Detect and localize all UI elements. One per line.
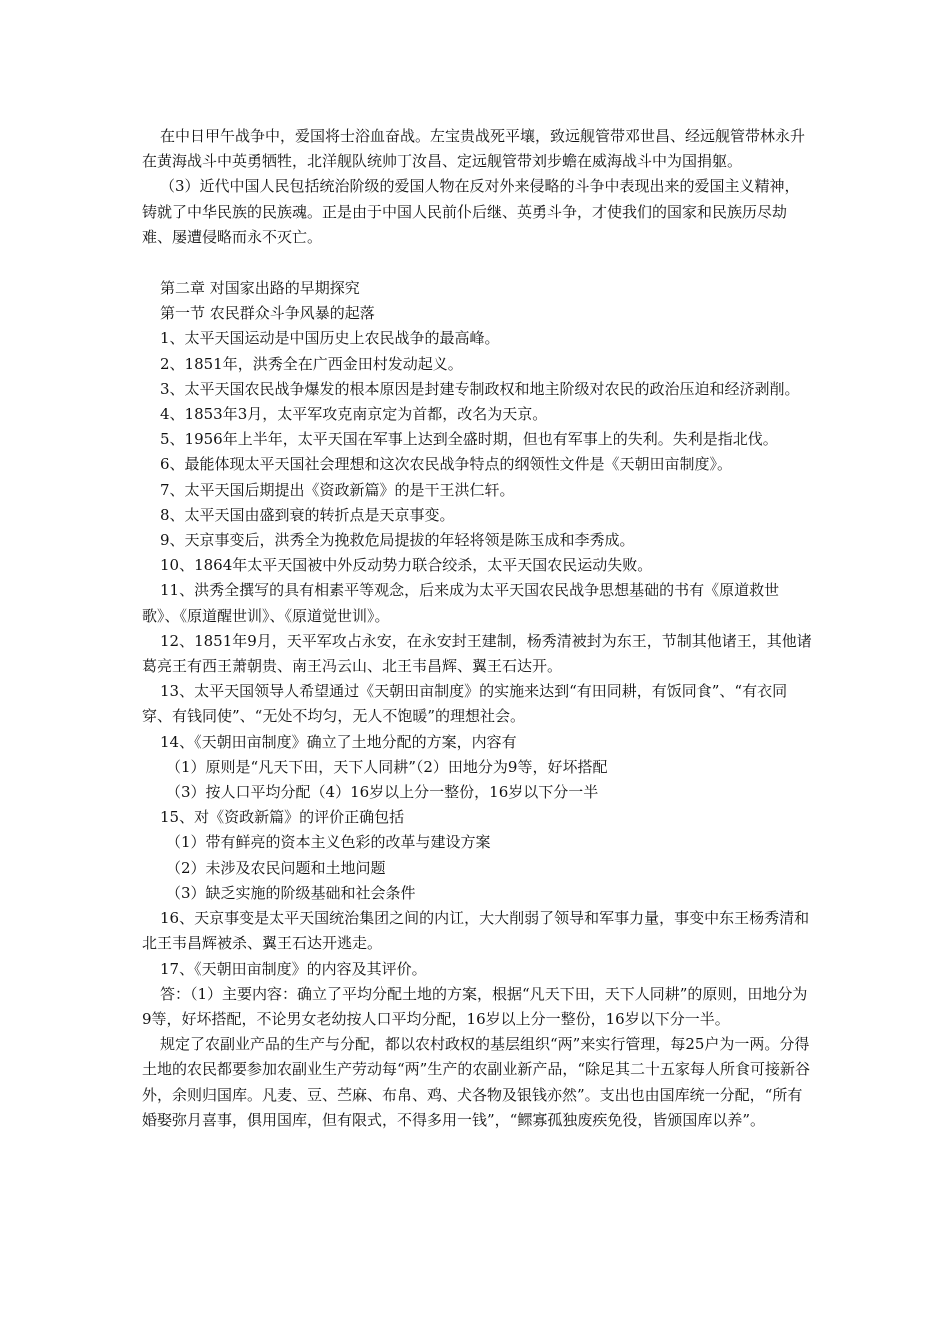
list-item: 15、对《资政新篇》的评价正确包括 — [160, 808, 405, 827]
list-item: 10、1864年太平天国被中外反动势力联合绞杀，太平天国农民运动失败。 — [160, 556, 653, 575]
list-item: 4、1853年3月，太平军攻克南京定为首都，改名为天京。 — [160, 405, 548, 424]
paragraph-patriotism: （3）近代中国人民包括统治阶级的爱国人物在反对外来侵略的斗争中表现出来的爱国主义精神，铸就了中华民族的民族魂。正是由于中国人民前仆后继、英勇斗争，才使我们的国家和民族历尽劫难、屡遭侵略而永不灭亡。 — [142, 177, 800, 246]
list-item: 17、《天朝田亩制度》的内容及其评价。 — [160, 959, 427, 978]
document-page — [142, 124, 814, 1133]
answer-paragraph: 规定了农副业产品的生产与分配，都以农村政权的基层组织“两”来实行管理，每25户为一两。分得土地的农民都要参加农副业生产劳动每“两”生产的农副业新产品，“除足其二十五家每人所食可接新谷外，余则归国库。凡麦、豆、苎麻、布帛、鸡、犬各物及银钱亦然”。支出也由国库统一分配，“所有婚娶弥月喜事，俱用国库，但有限式，不得多用一钱”，“鳏寡孤独废疾免役，皆颁国库以养”。 — [142, 1035, 811, 1129]
list-item: 3、太平天国农民战争爆发的根本原因是封建专制政权和地主阶级对农民的政治压迫和经济剥削。 — [160, 379, 800, 398]
chapter-title: 第二章 对国家出路的早期探究 — [160, 279, 360, 298]
list-item: 14、《天朝田亩制度》确立了土地分配的方案，内容有 — [160, 732, 517, 751]
list-item: 5、1956年上半年，太平天国在军事上达到全盛时期，但也有军事上的失利。失利是指北伐。 — [160, 430, 778, 449]
list-item: 6、最能体现太平天国社会理想和这次农民战争特点的纲领性文件是《天朝田亩制度》。 — [160, 455, 733, 474]
list-subitem: （3）缺乏实施的阶级基础和社会条件 — [166, 883, 416, 902]
list-item: 12、1851年9月，天平军攻占永安，在永安封王建制，杨秀清被封为东王，节制其他诸王，其他诸葛亮王有西王萧朝贵、南王冯云山、北王韦昌辉、翼王石达开。 — [142, 631, 812, 676]
list-item: 8、太平天国由盛到衰的转折点是天京事变。 — [160, 505, 455, 524]
section-gap — [142, 250, 814, 276]
list-item: 1、太平天国运动是中国历史上农民战争的最高峰。 — [160, 329, 500, 348]
list-item: 9、天京事变后，洪秀全为挽救危局提拔的年轻将领是陈玉成和李秀成。 — [160, 531, 635, 550]
answer-paragraph: 答：（1）主要内容：确立了平均分配土地的方案，根据“凡天下田，天下人同耕”的原则，田地分为9等，好坏搭配，不论男女老幼按人口平均分配，16岁以上分一整份，16岁以下分一半。 — [142, 984, 808, 1028]
list-item: 13、太平天国领导人希望通过《天朝田亩制度》的实施来达到“有田同耕，有饭同食”、“有衣同穿、有钱同使”、“无处不均匀，无人不饱暖”的理想社会。 — [142, 682, 788, 726]
list-subitem: （3）按人口平均分配（4）16岁以上分一整份，16岁以下分一半 — [166, 783, 599, 802]
list-subitem: （1）带有鲜亮的资本主义色彩的改革与建设方案 — [166, 833, 491, 852]
list-item: 11、洪秀全撰写的具有相素平等观念，后来成为太平天国农民战争思想基础的书有《原道救世歌》、《原道醒世训》、《原道觉世训》。 — [142, 581, 780, 625]
list-subitem: （1）原则是“凡天下田，天下人同耕”（2）田地分为9等，好坏搭配 — [166, 757, 608, 776]
list-item: 7、太平天国后期提出《资政新篇》的是干王洪仁轩。 — [160, 480, 515, 499]
paragraph-sino-japanese-war: 在中日甲午战争中，爱国将士浴血奋战。左宝贵战死平壤，致远舰管带邓世昌、经远舰管带林永升在黄海战斗中英勇牺牲，北洋舰队统帅丁汝昌、定远舰管带刘步蟾在威海战斗中为国捐躯。 — [142, 127, 806, 171]
list-subitem: （2）未涉及农民问题和土地问题 — [166, 858, 386, 877]
list-item: 2、1851年，洪秀全在广西金田村发动起义。 — [160, 354, 463, 373]
list-item: 16、天京事变是太平天国统治集团之间的内讧，大大削弱了领导和军事力量，事变中东王杨秀清和北王韦昌辉被杀、翼王石达开逃走。 — [142, 909, 810, 953]
section-title: 第一节 农民群众斗争风暴的起落 — [160, 304, 375, 323]
